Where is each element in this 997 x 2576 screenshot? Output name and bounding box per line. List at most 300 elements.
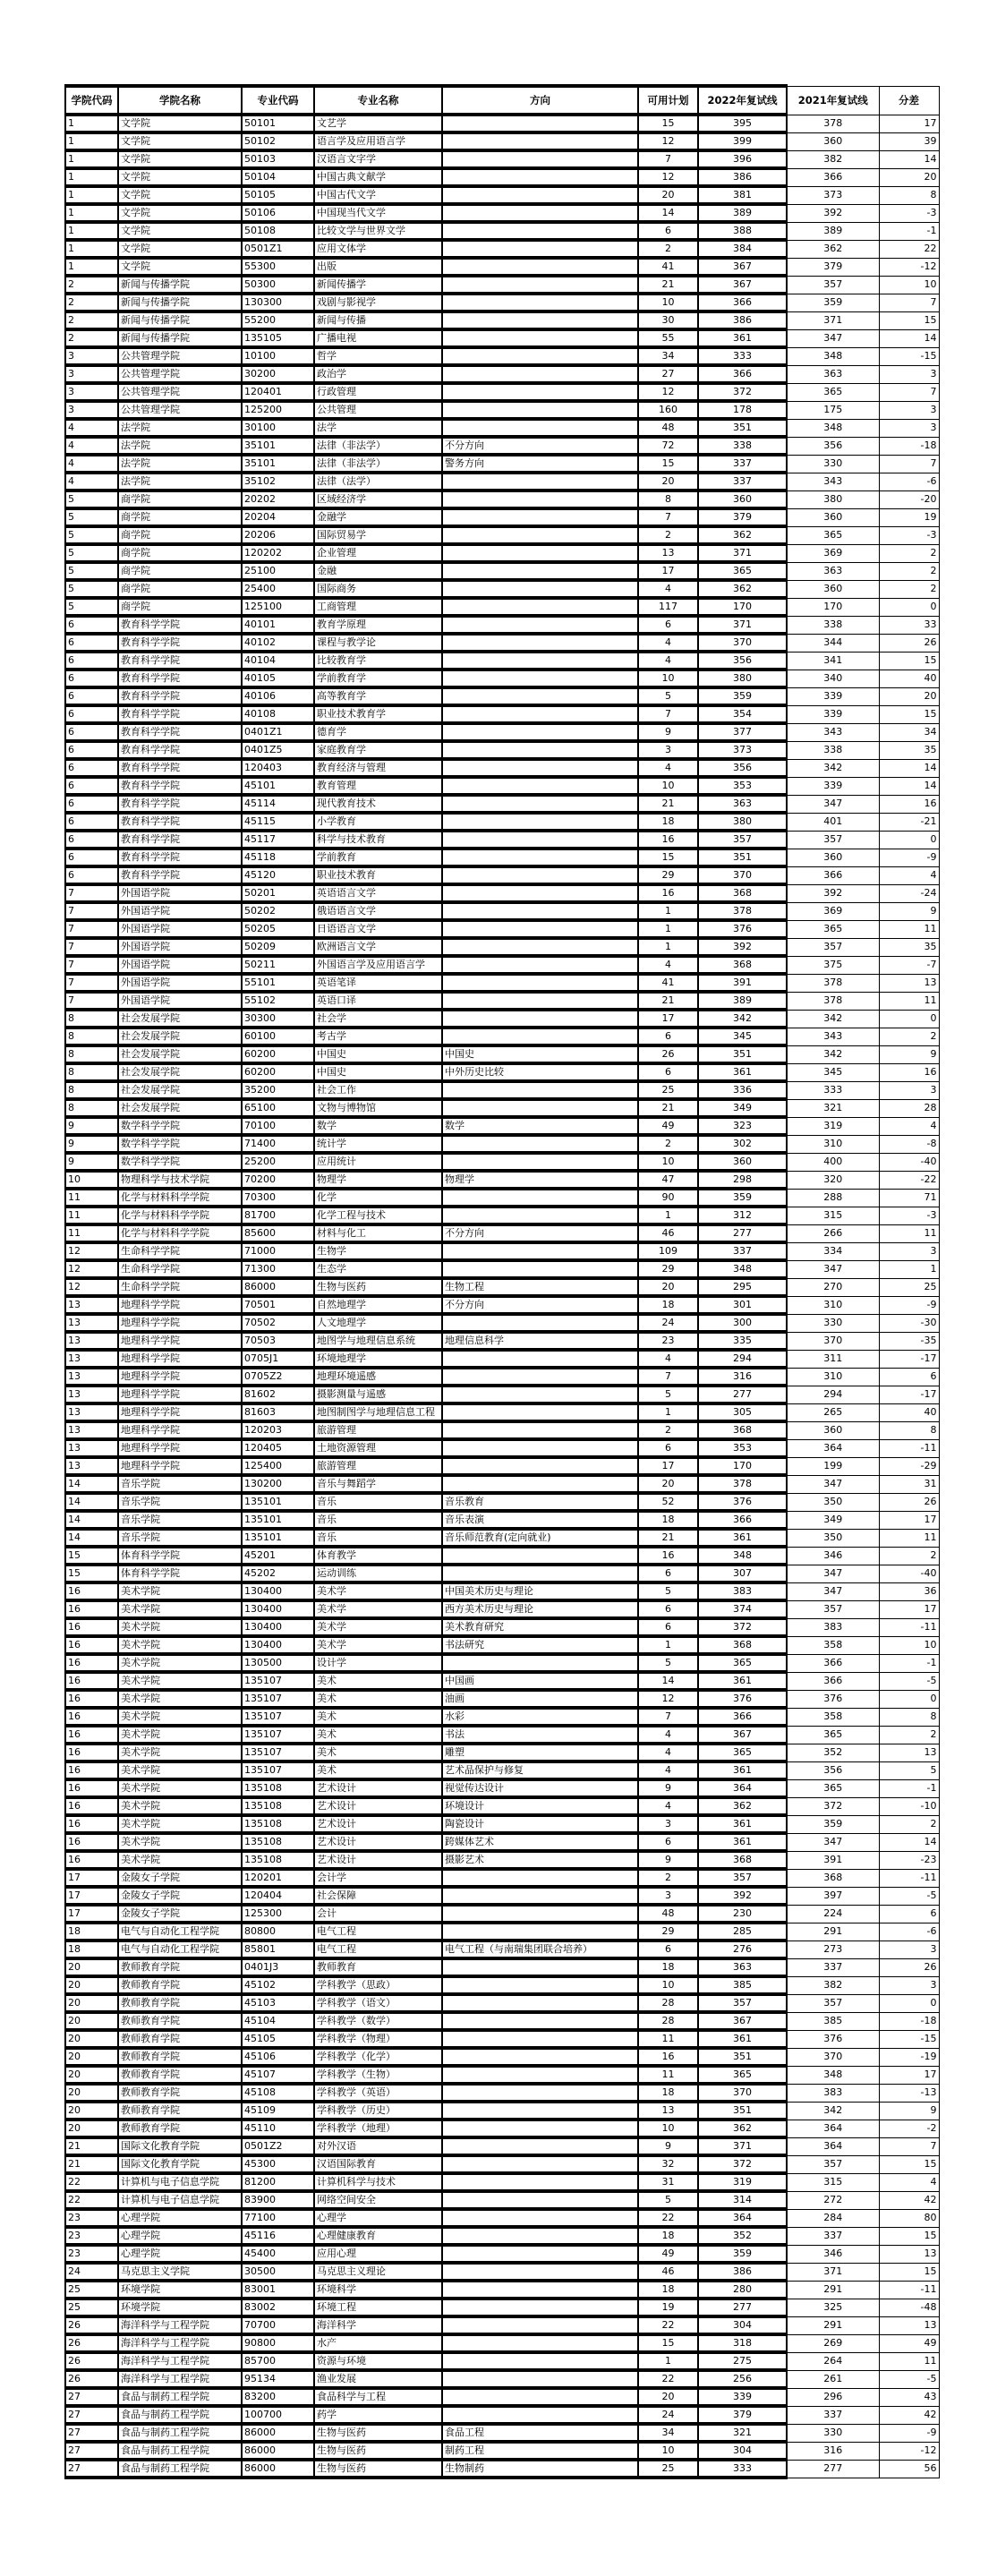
direction-cell (442, 741, 638, 759)
college-name-cell: 教育科学学院 (118, 813, 242, 831)
major-name-cell: 社会学 (314, 1010, 442, 1028)
major-name-cell: 旅游管理 (314, 1457, 442, 1475)
table-row (65, 276, 939, 294)
diff-cell: 11 (879, 1529, 939, 1547)
diff-cell: 7 (879, 294, 939, 311)
college-code-cell: 13 (65, 1439, 118, 1457)
major-code-cell: 135108 (242, 1797, 314, 1815)
college-name-cell: 地理科学学院 (118, 1314, 242, 1332)
diff-cell: 14 (879, 1833, 939, 1851)
table-row (65, 2388, 939, 2406)
plan-cell: 32 (638, 2155, 698, 2173)
college-name-cell: 地理科学学院 (118, 1403, 242, 1421)
plan-cell: 28 (638, 1994, 698, 2012)
college-name-cell: 教育科学学院 (118, 831, 242, 849)
plan-cell: 21 (638, 276, 698, 294)
college-name-cell: 新闻与传播学院 (118, 311, 242, 329)
table-row (65, 2048, 939, 2066)
table-row (65, 1135, 939, 1153)
score-2022-cell: 304 (698, 2442, 787, 2460)
diff-cell: -18 (879, 2012, 939, 2030)
score-2022-cell: 352 (698, 2227, 787, 2245)
direction-cell (442, 1887, 638, 1905)
score-2022-cell: 370 (698, 2084, 787, 2102)
table-row (65, 508, 939, 526)
direction-cell (442, 795, 638, 813)
college-code-cell: 6 (65, 634, 118, 652)
major-code-cell: 45106 (242, 2048, 314, 2066)
major-code-cell: 50211 (242, 956, 314, 974)
major-name-cell: 法律（非法学） (314, 437, 442, 455)
score-2022-cell: 335 (698, 1332, 787, 1350)
major-code-cell: 40101 (242, 616, 314, 634)
major-name-cell: 艺术设计 (314, 1779, 442, 1797)
college-name-cell: 公共管理学院 (118, 401, 242, 419)
plan-cell: 12 (638, 383, 698, 401)
college-name-cell: 地理科学学院 (118, 1332, 242, 1350)
score-2022-cell: 372 (698, 383, 787, 401)
major-code-cell: 135107 (242, 1708, 314, 1726)
plan-cell: 10 (638, 1976, 698, 1994)
major-code-cell: 135107 (242, 1690, 314, 1708)
plan-cell: 18 (638, 1511, 698, 1529)
score-2022-cell: 353 (698, 777, 787, 795)
college-code-cell: 13 (65, 1457, 118, 1475)
score-2021-cell: 311 (787, 1350, 879, 1368)
college-code-cell: 27 (65, 2442, 118, 2460)
diff-cell: 0 (879, 598, 939, 616)
diff-cell: 33 (879, 616, 939, 634)
table-row (65, 795, 939, 813)
score-2021-cell: 294 (787, 1386, 879, 1403)
diff-cell: -11 (879, 1618, 939, 1636)
major-name-cell: 心理健康教育 (314, 2227, 442, 2245)
table-row (65, 437, 939, 455)
table-row (65, 1260, 939, 1278)
major-name-cell: 美术 (314, 1672, 442, 1690)
plan-cell: 17 (638, 1010, 698, 1028)
college-name-cell: 商学院 (118, 508, 242, 526)
diff-cell: 40 (879, 1403, 939, 1421)
plan-cell: 10 (638, 2442, 698, 2460)
major-name-cell: 工商管理 (314, 598, 442, 616)
major-name-cell: 学科教学（生物） (314, 2066, 442, 2084)
major-code-cell: 45116 (242, 2227, 314, 2245)
college-code-cell: 1 (65, 258, 118, 276)
score-2021-cell: 392 (787, 884, 879, 902)
direction-cell (442, 1386, 638, 1403)
college-name-cell: 食品与制药工程学院 (118, 2388, 242, 2406)
plan-cell: 8 (638, 490, 698, 508)
major-name-cell: 法律（法学） (314, 473, 442, 490)
score-2022-cell: 345 (698, 1028, 787, 1045)
score-2022-cell: 368 (698, 956, 787, 974)
score-2021-cell: 366 (787, 866, 879, 884)
direction-cell (442, 616, 638, 634)
table-row (65, 2155, 939, 2173)
major-code-cell: 40105 (242, 670, 314, 687)
score-2022-cell: 178 (698, 401, 787, 419)
college-code-cell: 24 (65, 2263, 118, 2281)
score-2022-cell: 365 (698, 1744, 787, 1761)
direction-cell (442, 1976, 638, 1994)
major-code-cell: 125300 (242, 1905, 314, 1923)
college-code-cell: 26 (65, 2352, 118, 2370)
major-name-cell: 统计学 (314, 1135, 442, 1153)
major-code-cell: 60200 (242, 1063, 314, 1081)
major-name-cell: 艺术设计 (314, 1851, 442, 1869)
major-code-cell: 50201 (242, 884, 314, 902)
table-row (65, 1636, 939, 1654)
major-code-cell: 35101 (242, 455, 314, 473)
score-2021-cell: 366 (787, 1672, 879, 1690)
major-name-cell: 物理学 (314, 1171, 442, 1189)
college-code-cell: 20 (65, 2102, 118, 2120)
direction-cell: 音乐表演 (442, 1511, 638, 1529)
plan-cell: 3 (638, 741, 698, 759)
direction-cell (442, 2066, 638, 2084)
major-code-cell: 45105 (242, 2030, 314, 2048)
diff-cell: 11 (879, 920, 939, 938)
college-name-cell: 教师教育学院 (118, 2102, 242, 2120)
score-2021-cell: 383 (787, 2084, 879, 2102)
table-row (65, 1153, 939, 1171)
major-name-cell: 学科教学（语文） (314, 1994, 442, 2012)
college-code-cell: 13 (65, 1386, 118, 1403)
major-name-cell: 设计学 (314, 1654, 442, 1672)
major-code-cell: 95134 (242, 2370, 314, 2388)
score-2021-cell: 363 (787, 562, 879, 580)
plan-cell: 9 (638, 723, 698, 741)
score-2022-cell: 384 (698, 240, 787, 258)
college-name-cell: 地理科学学院 (118, 1350, 242, 1368)
college-code-cell: 1 (65, 222, 118, 240)
direction-cell (442, 1028, 638, 1045)
score-2021-cell: 342 (787, 1045, 879, 1063)
direction-cell (442, 1869, 638, 1887)
major-name-cell: 药学 (314, 2406, 442, 2424)
diff-cell: 16 (879, 795, 939, 813)
diff-cell: -24 (879, 884, 939, 902)
score-2021-cell: 370 (787, 1332, 879, 1350)
score-2022-cell: 361 (698, 2030, 787, 2048)
college-name-cell: 公共管理学院 (118, 383, 242, 401)
plan-cell: 23 (638, 1332, 698, 1350)
score-2022-cell: 380 (698, 670, 787, 687)
major-name-cell: 学科教学（思政） (314, 1976, 442, 1994)
college-code-cell: 16 (65, 1815, 118, 1833)
plan-cell: 34 (638, 2424, 698, 2442)
major-name-cell: 金融 (314, 562, 442, 580)
college-code-cell: 1 (65, 204, 118, 222)
major-code-cell: 135107 (242, 1726, 314, 1744)
college-code-cell: 9 (65, 1153, 118, 1171)
score-2022-cell: 359 (698, 2245, 787, 2263)
table-row (65, 1350, 939, 1368)
plan-cell: 20 (638, 473, 698, 490)
college-name-cell: 化学与材料科学学院 (118, 1207, 242, 1224)
header-2022-line: 2022年复试线 (698, 86, 787, 115)
score-2022-cell: 339 (698, 2388, 787, 2406)
plan-cell: 14 (638, 1672, 698, 1690)
header-2021-line: 2021年复试线 (787, 86, 879, 115)
score-2022-cell: 371 (698, 544, 787, 562)
diff-cell: -11 (879, 1439, 939, 1457)
direction-cell: 数学 (442, 1117, 638, 1135)
score-2022-cell: 378 (698, 902, 787, 920)
table-row (65, 168, 939, 186)
diff-cell: -19 (879, 2048, 939, 2066)
college-name-cell: 外国语学院 (118, 902, 242, 920)
major-name-cell: 美术 (314, 1744, 442, 1761)
major-code-cell: 50104 (242, 168, 314, 186)
score-2022-cell: 351 (698, 849, 787, 866)
direction-cell (442, 222, 638, 240)
college-code-cell: 20 (65, 1958, 118, 1976)
diff-cell: 80 (879, 2209, 939, 2227)
table-row (65, 1869, 939, 1887)
college-name-cell: 文学院 (118, 204, 242, 222)
major-name-cell: 渔业发展 (314, 2370, 442, 2388)
college-code-cell: 7 (65, 884, 118, 902)
college-name-cell: 美术学院 (118, 1636, 242, 1654)
score-2022-cell: 277 (698, 1224, 787, 1242)
score-2022-cell: 372 (698, 1618, 787, 1636)
diff-cell: 7 (879, 2137, 939, 2155)
major-name-cell: 汉语国际教育 (314, 2155, 442, 2173)
direction-cell (442, 2316, 638, 2334)
college-name-cell: 教师教育学院 (118, 1994, 242, 2012)
major-code-cell: 81603 (242, 1403, 314, 1421)
major-code-cell: 130400 (242, 1582, 314, 1600)
diff-cell: 17 (879, 1600, 939, 1618)
score-2022-cell: 380 (698, 813, 787, 831)
major-code-cell: 55102 (242, 992, 314, 1010)
major-name-cell: 高等教育学 (314, 687, 442, 705)
major-code-cell: 45110 (242, 2120, 314, 2137)
major-code-cell: 71300 (242, 1260, 314, 1278)
table-row (65, 580, 939, 598)
direction-cell (442, 2299, 638, 2316)
college-name-cell: 法学院 (118, 437, 242, 455)
major-name-cell: 中国史 (314, 1063, 442, 1081)
college-code-cell: 22 (65, 2191, 118, 2209)
direction-cell (442, 759, 638, 777)
header-plan: 可用计划 (638, 86, 698, 115)
college-name-cell: 外国语学院 (118, 920, 242, 938)
college-code-cell: 27 (65, 2460, 118, 2478)
direction-cell (442, 311, 638, 329)
major-code-cell: 25400 (242, 580, 314, 598)
diff-cell: 15 (879, 2155, 939, 2173)
college-code-cell: 5 (65, 508, 118, 526)
major-name-cell: 地图制图学与地理信息工程 (314, 1403, 442, 1421)
direction-cell (442, 920, 638, 938)
college-code-cell: 16 (65, 1636, 118, 1654)
college-name-cell: 海洋科学与工程学院 (118, 2334, 242, 2352)
table-row (65, 956, 939, 974)
college-name-cell: 美术学院 (118, 1797, 242, 1815)
score-2022-cell: 314 (698, 2191, 787, 2209)
major-name-cell: 金融学 (314, 508, 442, 526)
diff-cell: 13 (879, 1744, 939, 1761)
major-name-cell: 广播电视 (314, 329, 442, 347)
score-2021-cell: 342 (787, 759, 879, 777)
direction-cell: 音乐师范教育(定向就业) (442, 1529, 638, 1547)
plan-cell: 3 (638, 1887, 698, 1905)
plan-cell: 30 (638, 311, 698, 329)
college-name-cell: 金陵女子学院 (118, 1887, 242, 1905)
major-code-cell: 130400 (242, 1618, 314, 1636)
direction-cell: 中外历史比较 (442, 1063, 638, 1081)
score-2022-cell: 351 (698, 2048, 787, 2066)
score-2021-cell: 379 (787, 258, 879, 276)
major-code-cell: 120201 (242, 1869, 314, 1887)
major-code-cell: 86000 (242, 2424, 314, 2442)
plan-cell: 5 (638, 1582, 698, 1600)
score-2021-cell: 175 (787, 401, 879, 419)
score-2022-cell: 285 (698, 1923, 787, 1941)
college-name-cell: 商学院 (118, 490, 242, 508)
table-row (65, 186, 939, 204)
major-code-cell: 50102 (242, 132, 314, 150)
table-row (65, 383, 939, 401)
college-name-cell: 文学院 (118, 222, 242, 240)
table-row (65, 2066, 939, 2084)
major-name-cell: 生物与医药 (314, 2460, 442, 2478)
college-name-cell: 教育科学学院 (118, 634, 242, 652)
college-code-cell: 18 (65, 1941, 118, 1958)
direction-cell: 环境设计 (442, 1797, 638, 1815)
direction-cell (442, 1099, 638, 1117)
college-code-cell: 8 (65, 1010, 118, 1028)
college-code-cell: 16 (65, 1600, 118, 1618)
plan-cell: 10 (638, 777, 698, 795)
score-2021-cell: 224 (787, 1905, 879, 1923)
score-2022-cell: 373 (698, 741, 787, 759)
major-code-cell: 50202 (242, 902, 314, 920)
score-2022-cell: 357 (698, 831, 787, 849)
table-row (65, 1726, 939, 1744)
direction-cell (442, 240, 638, 258)
header-diff: 分差 (879, 86, 939, 115)
diff-cell: 0 (879, 831, 939, 849)
major-name-cell: 美术学 (314, 1636, 442, 1654)
major-code-cell: 70503 (242, 1332, 314, 1350)
diff-cell: 71 (879, 1189, 939, 1207)
table-row (65, 1761, 939, 1779)
score-2022-cell: 302 (698, 1135, 787, 1153)
score-2021-cell: 320 (787, 1171, 879, 1189)
college-name-cell: 外国语学院 (118, 956, 242, 974)
major-code-cell: 120404 (242, 1887, 314, 1905)
major-name-cell: 计算机科学与技术 (314, 2173, 442, 2191)
plan-cell: 10 (638, 670, 698, 687)
score-2021-cell: 359 (787, 294, 879, 311)
score-2021-cell: 365 (787, 526, 879, 544)
table-row (65, 455, 939, 473)
direction-cell (442, 974, 638, 992)
score-2022-cell: 361 (698, 1529, 787, 1547)
college-name-cell: 美术学院 (118, 1690, 242, 1708)
plan-cell: 1 (638, 902, 698, 920)
major-name-cell: 汉语言文字学 (314, 150, 442, 168)
direction-cell (442, 2352, 638, 2370)
score-2022-cell: 337 (698, 473, 787, 490)
direction-cell (442, 777, 638, 795)
score-2022-cell: 368 (698, 1851, 787, 1869)
major-name-cell: 家庭教育学 (314, 741, 442, 759)
college-name-cell: 社会发展学院 (118, 1028, 242, 1045)
college-name-cell: 教师教育学院 (118, 1976, 242, 1994)
score-2021-cell: 364 (787, 1439, 879, 1457)
score-2022-cell: 376 (698, 1690, 787, 1708)
college-code-cell: 14 (65, 1475, 118, 1493)
college-name-cell: 生命科学学院 (118, 1260, 242, 1278)
major-code-cell: 135107 (242, 1744, 314, 1761)
major-name-cell: 美术学 (314, 1600, 442, 1618)
major-code-cell: 30300 (242, 1010, 314, 1028)
major-name-cell: 会计学 (314, 1869, 442, 1887)
major-name-cell: 现代教育技术 (314, 795, 442, 813)
plan-cell: 6 (638, 1600, 698, 1618)
diff-cell: 3 (879, 1976, 939, 1994)
diff-cell: 2 (879, 1547, 939, 1565)
major-code-cell: 30500 (242, 2263, 314, 2281)
major-code-cell: 50106 (242, 204, 314, 222)
college-code-cell: 27 (65, 2424, 118, 2442)
college-code-cell: 8 (65, 1063, 118, 1081)
college-code-cell: 15 (65, 1565, 118, 1582)
major-name-cell: 哲学 (314, 347, 442, 365)
major-name-cell: 行政管理 (314, 383, 442, 401)
plan-cell: 13 (638, 2102, 698, 2120)
direction-cell: 中国史 (442, 1045, 638, 1063)
score-2022-cell: 371 (698, 2137, 787, 2155)
direction-cell: 不分方向 (442, 1296, 638, 1314)
college-name-cell: 生命科学学院 (118, 1278, 242, 1296)
direction-cell (442, 347, 638, 365)
score-2022-cell: 360 (698, 490, 787, 508)
college-name-cell: 教师教育学院 (118, 2012, 242, 2030)
table-row (65, 2281, 939, 2299)
major-code-cell: 60100 (242, 1028, 314, 1045)
score-2021-cell: 343 (787, 1028, 879, 1045)
score-2021-cell: 265 (787, 1403, 879, 1421)
major-name-cell: 艺术设计 (314, 1815, 442, 1833)
college-code-cell: 8 (65, 1099, 118, 1117)
major-name-cell: 学前教育学 (314, 670, 442, 687)
score-2022-cell: 377 (698, 723, 787, 741)
major-code-cell: 83002 (242, 2299, 314, 2316)
major-name-cell: 美术学 (314, 1618, 442, 1636)
diff-cell: 15 (879, 652, 939, 670)
score-2021-cell: 338 (787, 741, 879, 759)
direction-cell (442, 508, 638, 526)
diff-cell: 6 (879, 1368, 939, 1386)
college-name-cell: 美术学院 (118, 1708, 242, 1726)
major-code-cell: 70502 (242, 1314, 314, 1332)
college-code-cell: 1 (65, 168, 118, 186)
direction-cell (442, 992, 638, 1010)
direction-cell (442, 2245, 638, 2263)
major-code-cell: 45103 (242, 1994, 314, 2012)
major-name-cell: 文物与博物馆 (314, 1099, 442, 1117)
college-name-cell: 海洋科学与工程学院 (118, 2352, 242, 2370)
major-name-cell: 俄语语言文学 (314, 902, 442, 920)
major-code-cell: 135108 (242, 1851, 314, 1869)
college-code-cell: 4 (65, 419, 118, 437)
